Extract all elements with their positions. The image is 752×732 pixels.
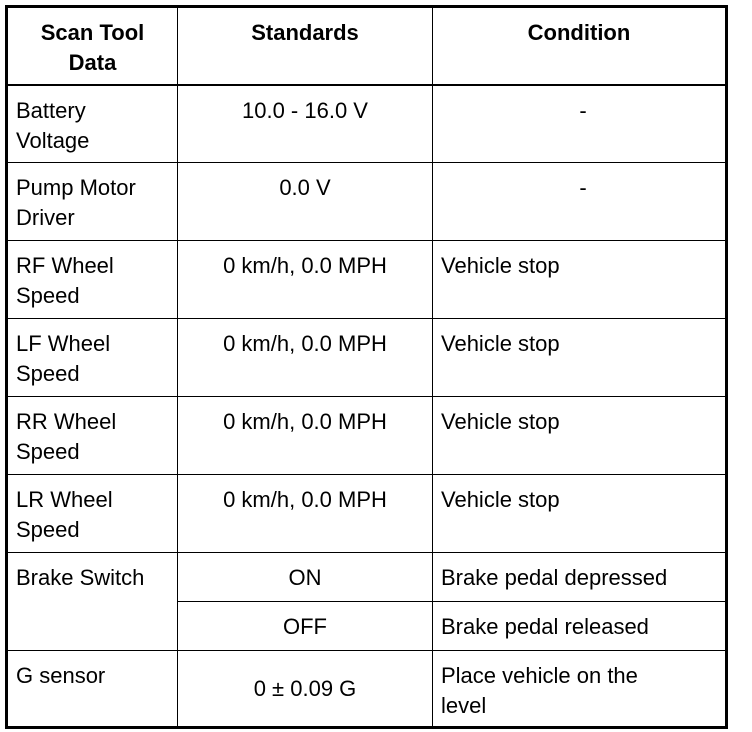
standard-cell: 0.0 V — [178, 163, 433, 241]
header-row — [7, 7, 727, 85]
condition-cell: - — [433, 163, 727, 241]
header-scan-tool-data: Scan Tool Data — [7, 7, 178, 85]
standard-cell: OFF — [178, 602, 433, 651]
condition-cell: Vehicle stop — [433, 319, 727, 397]
param-cell: RR Wheel Speed — [7, 397, 178, 475]
standard-cell: 0 km/h, 0.0 MPH — [178, 397, 433, 475]
standard-cell: 10.0 - 16.0 V — [178, 85, 433, 163]
condition-cell: Vehicle stop — [433, 475, 727, 553]
param-cell: RF Wheel Speed — [7, 241, 178, 319]
param-cell: LR Wheel Speed — [7, 475, 178, 553]
condition-cell: Brake pedal released — [433, 602, 727, 651]
table-row — [7, 397, 727, 475]
scan-tool-data-table — [5, 5, 728, 729]
standard-cell: ON — [178, 553, 433, 602]
standard-cell: 0 km/h, 0.0 MPH — [178, 319, 433, 397]
header-condition: Condition — [433, 7, 727, 85]
standard-cell: 0 km/h, 0.0 MPH — [178, 241, 433, 319]
param-cell: Battery Voltage — [7, 85, 178, 163]
param-cell: LF Wheel Speed — [7, 319, 178, 397]
table-row — [7, 163, 727, 241]
param-cell: G sensor — [7, 651, 178, 728]
standard-cell: 0 km/h, 0.0 MPH — [178, 475, 433, 553]
table-row — [7, 319, 727, 397]
param-cell: Brake Switch — [7, 553, 178, 651]
table-row — [7, 241, 727, 319]
header-standards: Standards — [178, 7, 433, 85]
table-row — [7, 553, 727, 602]
standard-cell: 0 ± 0.09 G — [178, 651, 433, 728]
condition-cell: Vehicle stop — [433, 397, 727, 475]
param-cell: Pump Motor Driver — [7, 163, 178, 241]
table-row — [7, 475, 727, 553]
table-row — [7, 85, 727, 163]
condition-cell: Place vehicle on the level — [433, 651, 727, 728]
condition-cell: Vehicle stop — [433, 241, 727, 319]
condition-cell: Brake pedal depressed — [433, 553, 727, 602]
condition-cell: - — [433, 85, 727, 163]
table-row — [7, 651, 727, 728]
